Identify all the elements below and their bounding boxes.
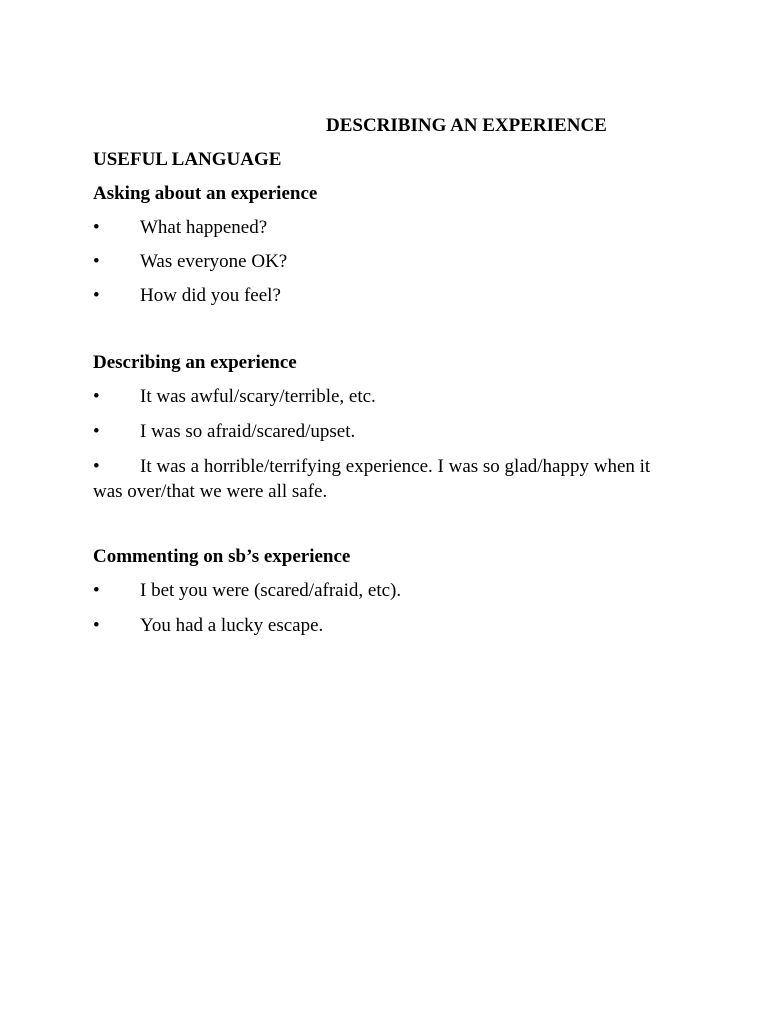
- bullet: •: [93, 217, 100, 238]
- document-title: DESCRIBING AN EXPERIENCE: [326, 115, 607, 136]
- list-item: [93, 285, 281, 307]
- list-item-text: How did you feel?: [140, 285, 281, 306]
- list-item: [93, 615, 323, 637]
- list-item: [93, 580, 401, 602]
- list-item-text: It was a horrible/terrifying experience. I was so glad/happy when it was over/that we were all safe.: [93, 456, 651, 502]
- list-item: [93, 251, 287, 273]
- list-item-text: It was awful/scary/terrible, etc.: [140, 386, 376, 407]
- section-heading-commenting: Commenting on sb’s experience: [93, 546, 351, 567]
- list-item: [93, 421, 355, 443]
- bullet: •: [93, 251, 100, 272]
- bullet: •: [93, 421, 100, 442]
- section-heading-asking: Asking about an experience: [93, 183, 318, 204]
- list-item: [93, 217, 267, 239]
- list-item: [93, 386, 376, 408]
- list-item-text: I was so afraid/scared/upset.: [140, 421, 356, 442]
- list-item: [93, 454, 653, 504]
- bullet: •: [93, 285, 100, 306]
- bullet: •: [93, 615, 100, 636]
- useful-language-heading: USEFUL LANGUAGE: [93, 149, 282, 170]
- bullet: •: [93, 580, 100, 601]
- list-item-text: I bet you were (scared/afraid, etc).: [140, 580, 402, 601]
- section-heading-describing: Describing an experience: [93, 352, 297, 373]
- bullet: •: [93, 386, 100, 407]
- list-item-text: You had a lucky escape.: [140, 615, 324, 636]
- list-item-text: What happened?: [140, 217, 268, 238]
- bullet: •: [93, 456, 100, 477]
- list-item-text: Was everyone OK?: [140, 251, 288, 272]
